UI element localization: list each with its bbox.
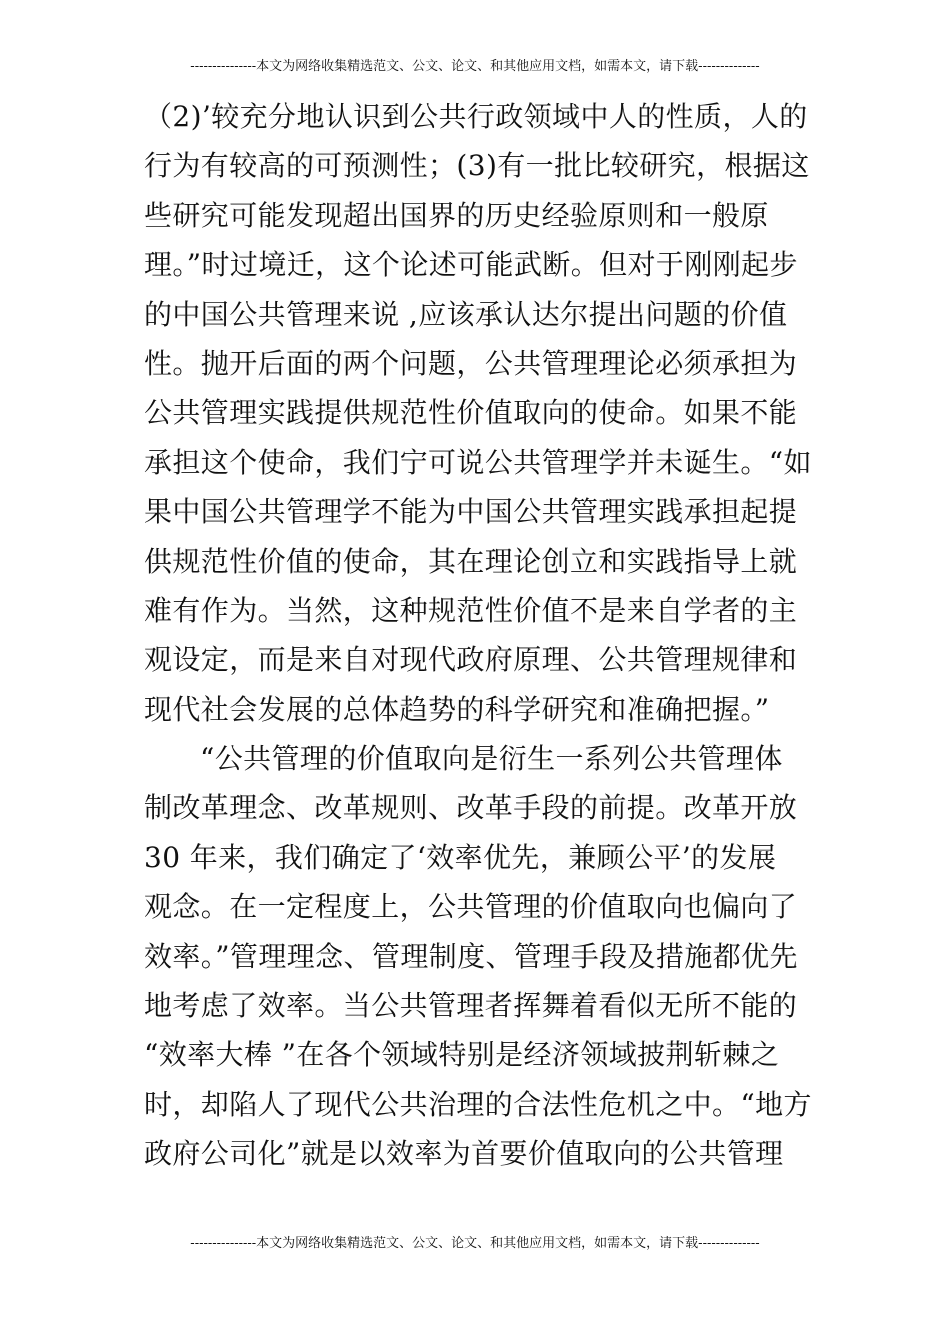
header-banner: ---------------本文为网络收集精选范文、公文、论文、和其他应用文档，如需本文，请下载-------------- <box>190 59 760 74</box>
footer-banner: ---------------本文为网络收集精选范文、公文、论文、和其他应用文档，如需本文，请下载-------------- <box>190 1236 760 1251</box>
text-line: （2)’较充分地认识到公共行政领域中人的性质，人的 <box>144 100 808 133</box>
text-line: 地考虑了效率。当公共管理者挥舞着看似无所不能的 <box>144 989 798 1023</box>
text-line: 现代社会发展的总体趋势的科学研究和准确把握。” <box>144 692 770 726</box>
text-line: 政府公司化”就是以效率为首要价值取向的公共管理 <box>144 1137 784 1171</box>
text-line: 观念。在一定程度上，公共管理的价值取向也偏向了 <box>144 890 798 924</box>
text-line: 时，却陷人了现代公共治理的合法性危机之中。“地方 <box>144 1087 812 1121</box>
text-line: 制改革理念、改革规则、改革手段的前提。改革开放 <box>144 791 798 825</box>
paragraph-start-line: “公共管理的价值取向是衍生一系列公共管理体 <box>200 742 783 776</box>
text-line: 公共管理实践提供规范性价值取向的使命。如果不能 <box>144 396 798 430</box>
text-line: 行为有较高的可预测性；(3)有一批比较研究，根据这 <box>144 149 810 183</box>
document-body <box>144 92 816 1179</box>
text-line: 效率。”管理理念、管理制度、管理手段及措施都优先 <box>144 939 798 973</box>
text-line: 难有作为。当然，这种规范性价值不是来自学者的主 <box>144 593 798 627</box>
text-line: 观设定，而是来自对现代政府原理、公共管理规律和 <box>144 643 798 677</box>
text-line: 供规范性价值的使命，其在理论创立和实践指导上就 <box>144 544 798 578</box>
text-line: 些研究可能发现超出国界的历史经验原则和一般原 <box>144 198 769 232</box>
text-line: 承担这个使命，我们宁可说公共管理学并未诞生。“如 <box>144 445 812 479</box>
text-line: “效率大棒 ”在各个领域特别是经济领域披荆斩棘之 <box>144 1038 780 1072</box>
text-line: 果中国公共管理学不能为中国公共管理实践承担起提 <box>144 495 798 529</box>
text-line: 理。”时过境迁，这个论述可能武断。但对于刚刚起步 <box>144 248 798 282</box>
text-line: 性。抛开后面的两个问题，公共管理理论必须承担为 <box>144 346 798 380</box>
text-line: 30 年来，我们确定了‘效率优先，兼顾公平’的发展 <box>144 840 777 874</box>
text-line: 的中国公共管理来说 ,应该承认达尔提出问题的价值 <box>144 297 788 331</box>
